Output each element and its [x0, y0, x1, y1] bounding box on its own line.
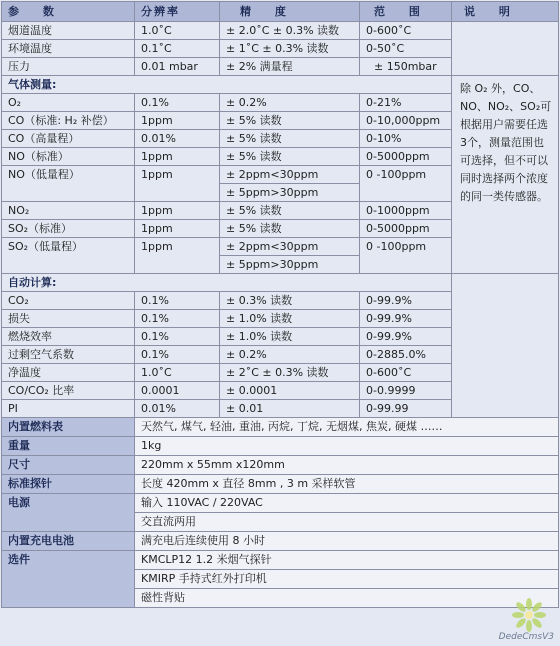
- range-cell: 0-5000ppm: [360, 148, 452, 166]
- spec-row: [2, 494, 559, 513]
- resolution-cell: 0.01%: [135, 130, 220, 148]
- range-cell: 0-99.9%: [360, 328, 452, 346]
- section-row-calc: [2, 274, 559, 292]
- spec-label: 内置燃料表: [2, 418, 135, 437]
- range-cell: 0 -100ppm: [360, 238, 452, 274]
- watermark: DedeCmsV3: [498, 632, 554, 642]
- spec-label: 选件: [2, 551, 135, 608]
- param-cell: SO₂（低量程）: [2, 238, 135, 274]
- range-cell: 0-600˚C: [360, 22, 452, 40]
- resolution-cell: 1.0˚C: [135, 22, 220, 40]
- resolution-cell: 0.1˚C: [135, 40, 220, 58]
- resolution-cell: 0.1%: [135, 94, 220, 112]
- param-cell: CO（高量程）: [2, 130, 135, 148]
- accuracy-cell: ± 5% 读数: [220, 112, 360, 130]
- range-cell: 0-1000ppm: [360, 202, 452, 220]
- spec-value: 输入 110VAC / 220VAC: [135, 494, 559, 513]
- param-cell: 压力: [2, 58, 135, 76]
- notes-cell: [452, 274, 559, 418]
- param-cell: NO（标准）: [2, 148, 135, 166]
- param-cell: PI: [2, 400, 135, 418]
- param-cell: CO（标准: H₂ 补偿）: [2, 112, 135, 130]
- notes-cell: [452, 22, 559, 76]
- range-cell: 0-99.9%: [360, 310, 452, 328]
- spec-row: [2, 475, 559, 494]
- accuracy-cell: ± 5ppm>30ppm: [220, 256, 360, 274]
- accuracy-cell: ± 2ppm<30ppm: [220, 238, 360, 256]
- range-cell: 0-99.9%: [360, 292, 452, 310]
- spec-value: 交直流两用: [135, 513, 559, 532]
- accuracy-cell: ± 0.01: [220, 400, 360, 418]
- section-row-gas: [2, 76, 559, 94]
- header-accuracy: 精 度: [220, 2, 360, 22]
- resolution-cell: 0.1%: [135, 346, 220, 364]
- param-cell: O₂: [2, 94, 135, 112]
- spec-row: [2, 532, 559, 551]
- spec-row: [2, 551, 559, 570]
- param-cell: CO/CO₂ 比率: [2, 382, 135, 400]
- accuracy-cell: ± 2% 满量程: [220, 58, 360, 76]
- accuracy-cell: ± 1.0% 读数: [220, 310, 360, 328]
- table-row: [2, 22, 559, 40]
- resolution-cell: 1ppm: [135, 238, 220, 274]
- spec-value: KMCLP12 1.2 米烟气探针: [135, 551, 559, 570]
- spec-label: 尺寸: [2, 456, 135, 475]
- resolution-cell: 1.0˚C: [135, 364, 220, 382]
- gas-note: 除 O₂ 外，CO、NO、NO₂、SO₂可根据用户需要任选3个，测量范围也可选择，但不可以同时选择两个浓度的同一类传感器。: [460, 82, 552, 203]
- param-cell: NO（低量程）: [2, 166, 135, 202]
- accuracy-cell: ± 2˚C ± 0.3% 读数: [220, 364, 360, 382]
- header-range: 范 围: [360, 2, 452, 22]
- section-title-calc: 自动计算:: [2, 274, 452, 292]
- range-cell: 0-600˚C: [360, 364, 452, 382]
- gas-note-cell: [452, 76, 559, 274]
- accuracy-cell: ± 5% 读数: [220, 202, 360, 220]
- resolution-cell: 1ppm: [135, 148, 220, 166]
- accuracy-cell: ± 0.2%: [220, 94, 360, 112]
- resolution-cell: 0.01%: [135, 400, 220, 418]
- accuracy-cell: ± 1.0% 读数: [220, 328, 360, 346]
- range-cell: 0-5000ppm: [360, 220, 452, 238]
- param-cell: 烟道温度: [2, 22, 135, 40]
- range-cell: 0-21%: [360, 94, 452, 112]
- param-cell: 环境温度: [2, 40, 135, 58]
- spec-value: 1kg: [135, 437, 559, 456]
- spec-value: 220mm x 55mm x120mm: [135, 456, 559, 475]
- header-param: 参 数: [2, 2, 135, 22]
- spec-label: 标准探针: [2, 475, 135, 494]
- range-cell: 0-0.9999: [360, 382, 452, 400]
- spec-table: [1, 1, 559, 608]
- header-resolution: 分辨率: [135, 2, 220, 22]
- accuracy-cell: ± 2ppm<30ppm: [220, 166, 360, 184]
- range-cell: 0-99.99: [360, 400, 452, 418]
- spec-row: [2, 418, 559, 437]
- resolution-cell: 0.1%: [135, 292, 220, 310]
- accuracy-cell: ± 2.0˚C ± 0.3% 读数: [220, 22, 360, 40]
- param-cell: SO₂（标准）: [2, 220, 135, 238]
- spec-row: [2, 437, 559, 456]
- range-cell: 0-10%: [360, 130, 452, 148]
- accuracy-cell: ± 5ppm>30ppm: [220, 184, 360, 202]
- range-cell: 0 -100ppm: [360, 166, 452, 202]
- spec-value: KMIRP 手持式红外打印机: [135, 570, 559, 589]
- section-title-gas: 气体测量:: [2, 76, 452, 94]
- spec-value: 天然气, 煤气, 轻油, 重油, 丙烷, 丁烷, 无烟煤, 焦炭, 硬煤 ……: [135, 418, 559, 437]
- header-notes: 说 明: [452, 2, 559, 22]
- accuracy-cell: ± 0.0001: [220, 382, 360, 400]
- flower-logo-icon: [512, 598, 546, 632]
- param-cell: NO₂: [2, 202, 135, 220]
- range-cell: 0-10,000ppm: [360, 112, 452, 130]
- accuracy-cell: ± 5% 读数: [220, 148, 360, 166]
- range-cell: 0-50˚C: [360, 40, 452, 58]
- resolution-cell: 1ppm: [135, 202, 220, 220]
- resolution-cell: 1ppm: [135, 112, 220, 130]
- range-cell: ± 150mbar: [360, 58, 452, 76]
- spec-label: 电源: [2, 494, 135, 532]
- param-cell: 过剩空气系数: [2, 346, 135, 364]
- header-row: [2, 2, 559, 22]
- range-cell: 0-2885.0%: [360, 346, 452, 364]
- resolution-cell: 0.1%: [135, 328, 220, 346]
- resolution-cell: 0.0001: [135, 382, 220, 400]
- accuracy-cell: ± 5% 读数: [220, 130, 360, 148]
- resolution-cell: 0.1%: [135, 310, 220, 328]
- accuracy-cell: ± 0.2%: [220, 346, 360, 364]
- accuracy-cell: ± 1˚C ± 0.3% 读数: [220, 40, 360, 58]
- spec-value: 长度 420mm x 直径 8mm , 3 m 采样软管: [135, 475, 559, 494]
- accuracy-cell: ± 5% 读数: [220, 220, 360, 238]
- spec-value: 磁性背贴: [135, 589, 559, 608]
- spec-value: 满充电后连续使用 8 小时: [135, 532, 559, 551]
- spec-label: 重量: [2, 437, 135, 456]
- param-cell: 损失: [2, 310, 135, 328]
- spec-label: 内置充电电池: [2, 532, 135, 551]
- spec-row: [2, 456, 559, 475]
- resolution-cell: 0.01 mbar: [135, 58, 220, 76]
- param-cell: 燃烧效率: [2, 328, 135, 346]
- param-cell: CO₂: [2, 292, 135, 310]
- param-cell: 净温度: [2, 364, 135, 382]
- resolution-cell: 1ppm: [135, 166, 220, 202]
- accuracy-cell: ± 0.3% 读数: [220, 292, 360, 310]
- resolution-cell: 1ppm: [135, 220, 220, 238]
